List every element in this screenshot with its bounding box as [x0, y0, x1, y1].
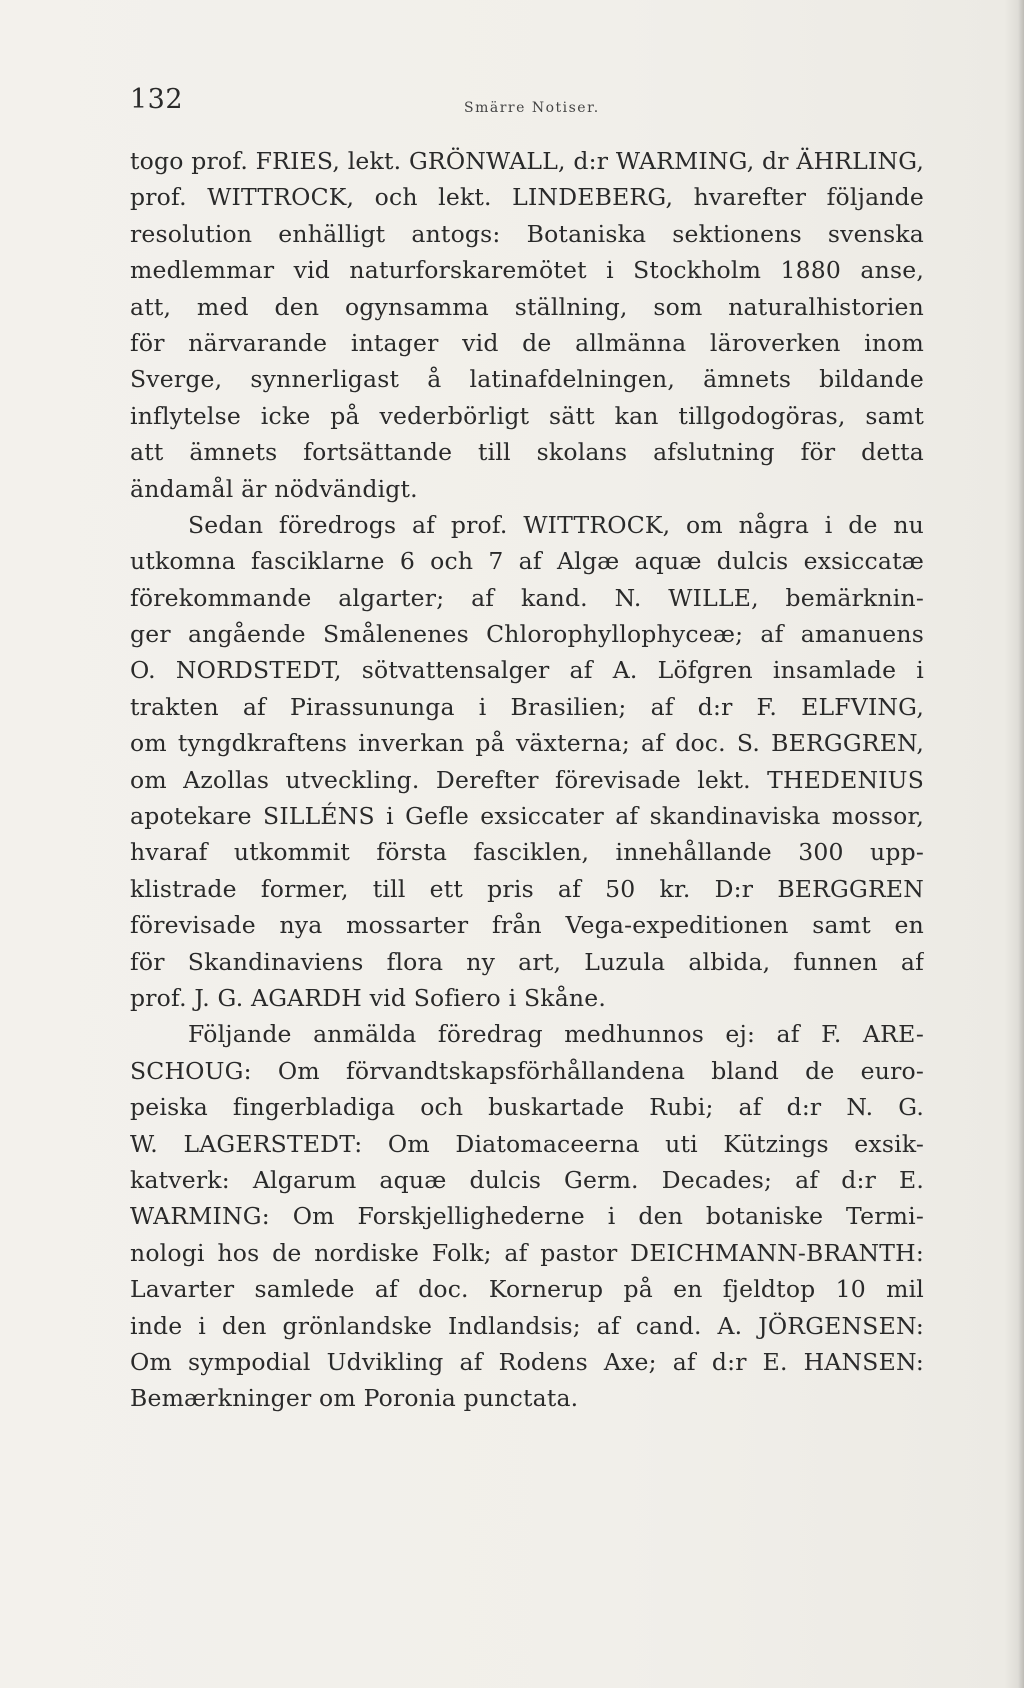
text-line: Sverge, synnerligast å latinafdelningen, ämnets bildande: [130, 365, 924, 394]
text-line: W. LAGERSTEDT: Om Diatomaceerna uti Kützings exsik-: [130, 1129, 924, 1158]
text-line: apotekare SILLÉNS i Gefle exsiccater af skandinaviska mossor,: [130, 802, 924, 831]
text-line: förevisade nya mossarter från Vega-expeditionen samt en: [130, 911, 924, 940]
text-line: Bemærkninger om Poronia punctata.: [130, 1384, 579, 1413]
text-line: ändamål är nödvändigt.: [130, 474, 418, 503]
text-line: O. NORDSTEDT, sötvattensalger af A. Löfgren insamlade i: [130, 656, 924, 685]
text-line: SCHOUG: Om förvandtskapsförhållandena bland de euro-: [130, 1056, 924, 1085]
text-line: Om sympodial Udvikling af Rodens Axe; af d:r E. HANSEN:: [130, 1347, 924, 1376]
text-line: medlemmar vid naturforskaremötet i Stockholm 1880 anse,: [130, 256, 924, 285]
text-line: katverk: Algarum aquæ dulcis Germ. Decades; af d:r E.: [130, 1165, 924, 1194]
text-line: Lavarter samlede af doc. Kornerup på en fjeldtop 10 mil: [130, 1275, 924, 1304]
text-line: klistrade former, till ett pris af 50 kr. D:r BERGGREN: [130, 874, 924, 903]
text-line: utkomna fasciklarne 6 och 7 af Algæ aquæ dulcis exsiccatæ: [130, 547, 924, 576]
text-line: peiska fingerbladiga och buskartade Rubi; af d:r N. G.: [130, 1093, 924, 1122]
body-text: [130, 143, 924, 1417]
page-header: [130, 84, 930, 124]
text-line: ger angående Smålenenes Chlorophyllophyceæ; af amanuens: [130, 620, 924, 649]
page-number: 132: [130, 84, 184, 115]
page-edge-shadow: [1004, 0, 1024, 1688]
text-line: för närvarande intager vid de allmänna läroverken inom: [130, 328, 924, 357]
text-line: trakten af Pirassununga i Brasilien; af d:r F. ELFVING,: [130, 692, 924, 721]
text-line: resolution enhälligt antogs: Botaniska sektionens svenska: [130, 219, 924, 248]
text-line: förekommande algarter; af kand. N. WILLE, bemärknin-: [130, 583, 924, 612]
text-line: inflytelse icke på vederbörligt sätt kan tillgodogöras, samt: [130, 401, 924, 430]
text-line: Sedan föredrogs af prof. WITTROCK, om några i de nu: [188, 510, 924, 539]
text-line: prof. WITTROCK, och lekt. LINDEBERG, hvarefter följande: [130, 183, 924, 212]
text-line: inde i den grönlandske Indlandsis; af cand. A. JÖRGENSEN:: [130, 1311, 924, 1340]
text-line: om Azollas utveckling. Derefter förevisade lekt. THEDENIUS: [130, 765, 924, 794]
text-line: Följande anmälda föredrag medhunnos ej: af F. ARE-: [188, 1020, 924, 1049]
running-head: Smärre Notiser.: [464, 100, 600, 116]
text-line: att, med den ogynsamma ställning, som naturalhistorien: [130, 292, 924, 321]
text-line: togo prof. FRIES, lekt. GRÖNWALL, d:r WARMING, dr ÄHRLING,: [130, 147, 924, 175]
text-line: för Skandinaviens flora ny art, Luzula albida, funnen af: [130, 947, 924, 976]
text-line: prof. J. G. AGARDH vid Sofiero i Skåne.: [130, 983, 607, 1012]
text-line: WARMING: Om Forskjellighederne i den botaniske Termi-: [130, 1202, 924, 1231]
text-line: hvaraf utkommit första fasciklen, innehållande 300 upp-: [130, 838, 924, 867]
text-line: nologi hos de nordiske Folk; af pastor DEICHMANN-BRANTH:: [130, 1238, 924, 1267]
text-line: att ämnets fortsättande till skolans afslutning för detta: [130, 438, 924, 467]
text-line: om tyngdkraftens inverkan på växterna; af doc. S. BERGGREN,: [130, 729, 924, 758]
